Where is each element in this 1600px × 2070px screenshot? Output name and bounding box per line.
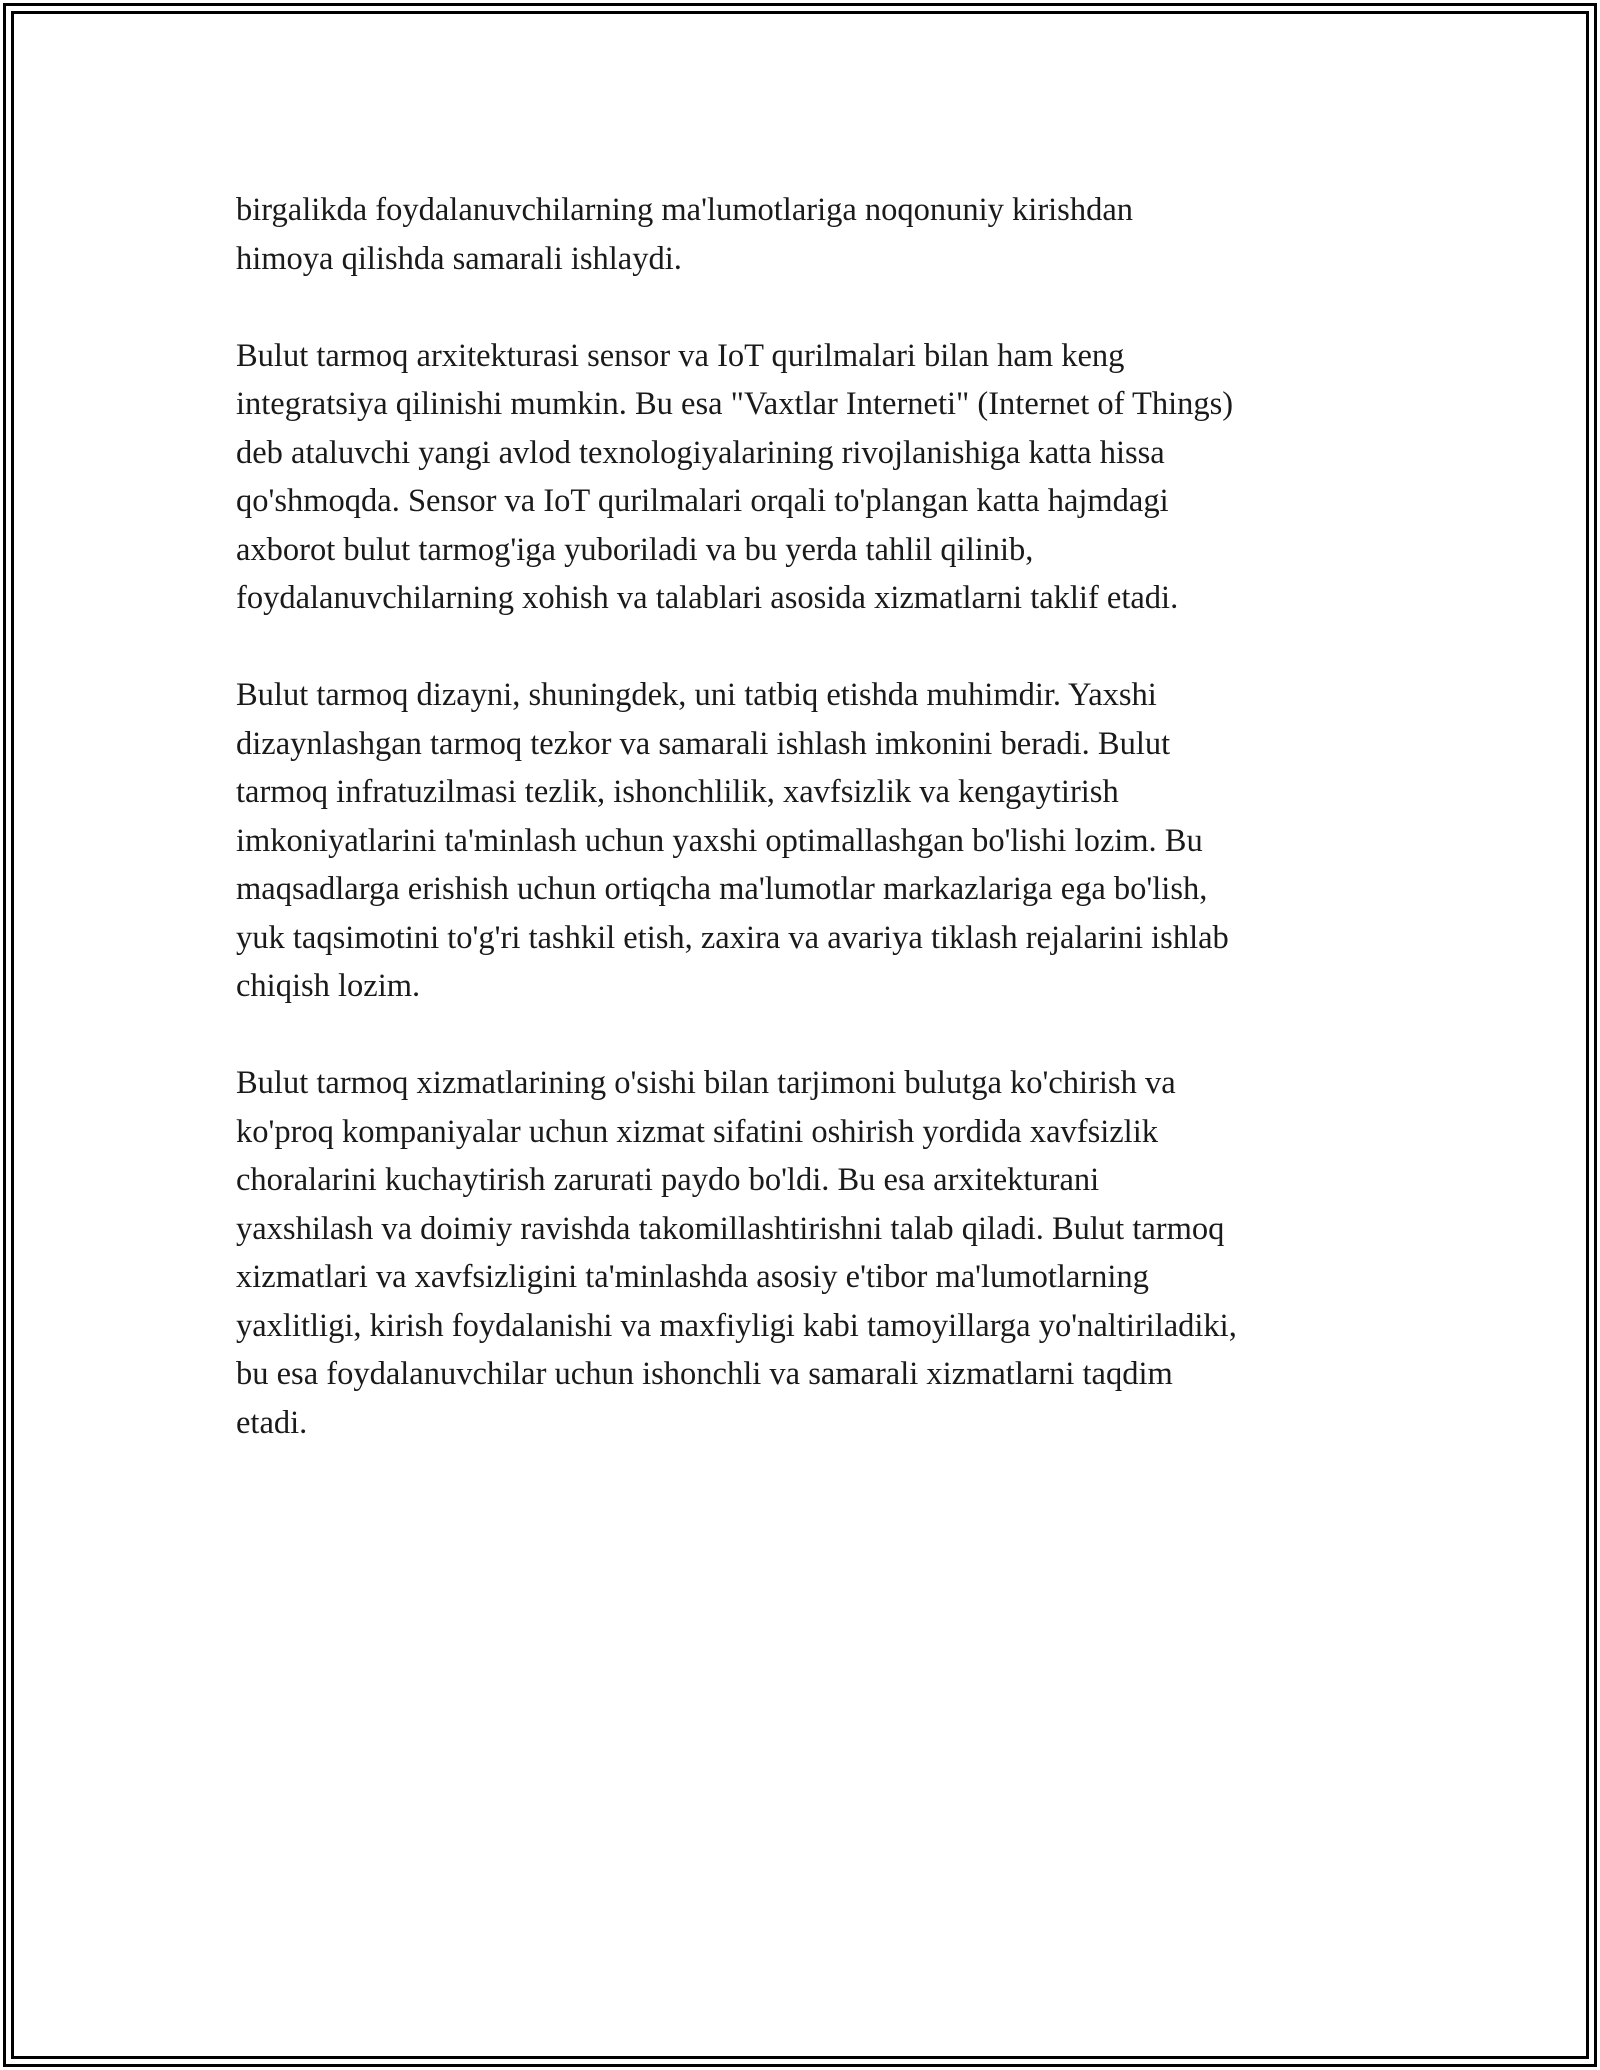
text-line: Bulut tarmoq dizayni, shuningdek, uni tatbiq etishda muhimdir. Yaxshi bbox=[236, 677, 1157, 713]
text-line: integratsiya qilinishi mumkin. Bu esa "Vaxtlar Interneti" (Internet of Things) bbox=[236, 386, 1234, 422]
text-line: ko'proq kompaniyalar uchun xizmat sifatini oshirish yordida xavfsizlik bbox=[236, 1113, 1158, 1150]
text-line: imkoniyatlarini ta'minlash uchun yaxshi optimallashgan bo'lishi lozim. Bu bbox=[236, 822, 1203, 859]
paragraph-1 bbox=[236, 186, 1396, 283]
text-line: yaxlitligi, kirish foydalanishi va maxfiyligi kabi tamoyillarga yo'naltiriladiki, bbox=[236, 1307, 1237, 1344]
text-line: maqsadlarga erishish uchun ortiqcha ma'lumotlar markazlariga ega bo'lish, bbox=[236, 871, 1208, 907]
text-line: yaxshilash va doimiy ravishda takomillashtirishni talab qiladi. Bulut tarmoq bbox=[236, 1210, 1225, 1247]
paragraph-4 bbox=[236, 1059, 1396, 1447]
text-line: foydalanuvchilarning xohish va talablari asosida xizmatlarni taklif etadi. bbox=[236, 580, 1179, 616]
text-line: choralarini kuchaytirish zarurati paydo bo'ldi. Bu esa arxitekturani bbox=[236, 1162, 1100, 1198]
text-line: bu esa foydalanuvchilar uchun ishonchli va samarali xizmatlarni taqdim bbox=[236, 1356, 1173, 1392]
text-line: axborot bulut tarmog'iga yuboriladi va bu yerda tahlil qilinib, bbox=[236, 531, 1034, 568]
text-line: xizmatlari va xavfsizligini ta'minlashda asosiy e'tibor ma'lumotlarning bbox=[236, 1259, 1149, 1295]
text-line: deb ataluvchi yangi avlod texnologiyalarining rivojlanishiga katta hissa bbox=[236, 434, 1165, 471]
paragraph-2 bbox=[236, 332, 1396, 623]
text-line: qo'shmoqda. Sensor va IoT qurilmalari orqali to'plangan katta hajmdagi bbox=[236, 483, 1169, 519]
paragraph-3 bbox=[236, 671, 1396, 1011]
text-line: etadi. bbox=[236, 1404, 308, 1441]
text-line: tarmoq infratuzilmasi tezlik, ishonchlilik, xavfsizlik va kengaytirish bbox=[236, 774, 1119, 810]
text-line: Bulut tarmoq arxitekturasi sensor va IoT qurilmalari bilan ham keng bbox=[236, 337, 1125, 374]
document-body bbox=[236, 186, 1396, 1496]
text-line: Bulut tarmoq xizmatlarining o'sishi bilan tarjimoni bulutga ko'chirish va bbox=[236, 1065, 1176, 1101]
text-line: himoya qilishda samarali ishlaydi. bbox=[236, 240, 682, 277]
text-line: birgalikda foydalanuvchilarning ma'lumotlariga noqonuniy kirishdan bbox=[236, 192, 1134, 228]
text-line: dizaynlashgan tarmoq tezkor va samarali ishlash imkonini beradi. Bulut bbox=[236, 725, 1171, 762]
text-line: chiqish lozim. bbox=[236, 968, 421, 1004]
text-line: yuk taqsimotini to'g'ri tashkil etish, zaxira va avariya tiklash rejalarini ishlab bbox=[236, 919, 1229, 956]
